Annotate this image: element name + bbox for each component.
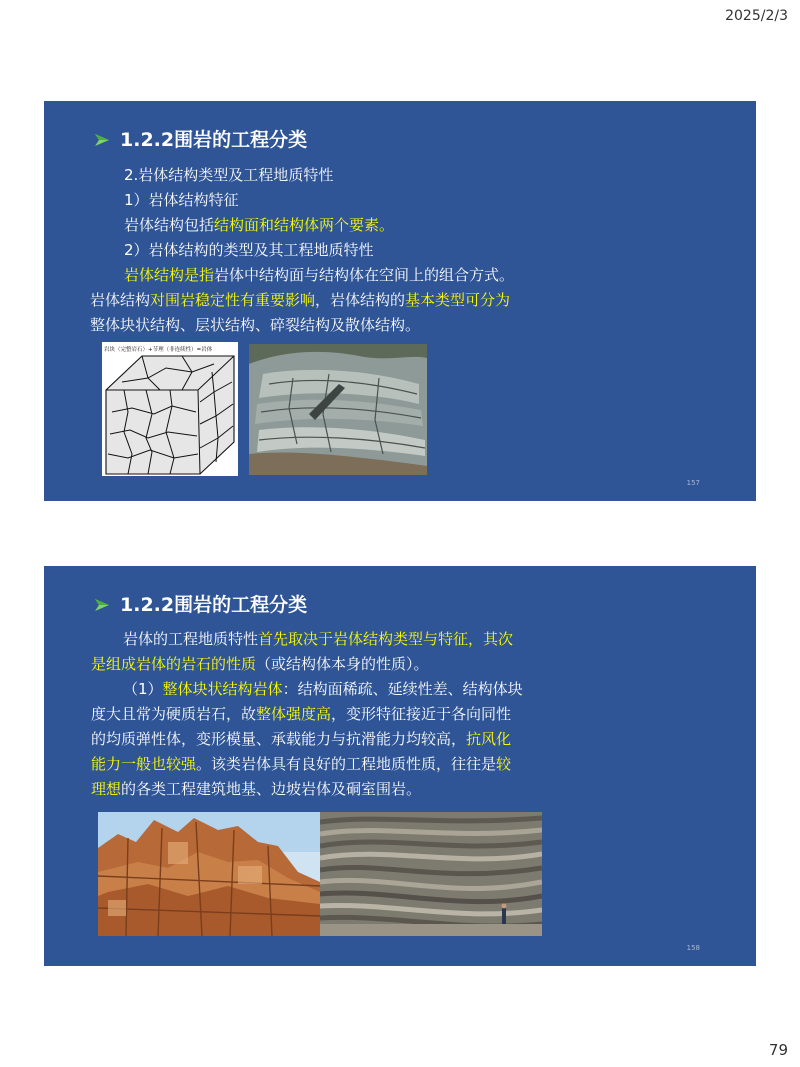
rock-outcrop-photo xyxy=(249,344,427,475)
slide-number: 157 xyxy=(686,479,700,487)
text-line: 岩体结构是指岩体中结构面与结构体在空间上的组合方式。 xyxy=(124,266,515,284)
text-line: 整体块状结构、层状结构、碎裂结构及散体结构。 xyxy=(90,316,421,334)
slide-number: 158 xyxy=(686,944,700,952)
text-line: 度大且常为硬质岩石，故整体强度高，变形特征接近于各向同性 xyxy=(91,705,512,723)
text-line: 能力一般也较强。该类岩体具有良好的工程地质性质，往往是较 xyxy=(91,755,512,773)
slide-body xyxy=(91,627,716,802)
text-line: 2.岩体结构类型及工程地质特性 xyxy=(124,166,334,184)
text-line: （1）整体块状结构岩体：结构面稀疏、延续性差、结构体块 xyxy=(123,680,523,698)
text-line: 岩体结构对围岩稳定性有重要影响，岩体结构的基本类型可分为 xyxy=(90,291,511,309)
slide-157 xyxy=(44,101,756,501)
page-number: 79 xyxy=(768,1041,788,1059)
layered-rock-photo xyxy=(320,812,542,936)
print-date: 2025/2/3 xyxy=(725,8,788,24)
slide-body xyxy=(90,163,716,338)
slide-title: 1.2.2围岩的工程分类 xyxy=(94,125,307,152)
text-line: 理想的各类工程建筑地基、边坡岩体及硐室围岩。 xyxy=(91,780,422,798)
slide-158 xyxy=(44,566,756,966)
text-line: 岩体的工程地质特性首先取决于岩体结构类型与特征，其次 xyxy=(123,630,514,648)
arrow-bullet-icon xyxy=(94,132,110,148)
diagram-caption: 岩块（完整岩石）+节理（非连续性）=岩体 xyxy=(104,347,213,353)
massive-rock-cliff-photo xyxy=(98,812,320,936)
arrow-bullet-icon xyxy=(94,597,110,613)
text-line: 的均质弹性体，变形模量、承载能力与抗滑能力均较高，抗风化 xyxy=(91,730,512,748)
text-line: 是组成岩体的岩石的性质（或结构体本身的性质）。 xyxy=(91,655,429,673)
text-line: 岩体结构包括结构面和结构体两个要素。 xyxy=(124,216,395,234)
text-line: 2）岩体结构的类型及其工程地质特性 xyxy=(124,241,374,259)
rock-block-diagram xyxy=(102,342,238,476)
slide-title: 1.2.2围岩的工程分类 xyxy=(94,590,307,617)
text-line: 1）岩体结构特征 xyxy=(124,191,239,209)
